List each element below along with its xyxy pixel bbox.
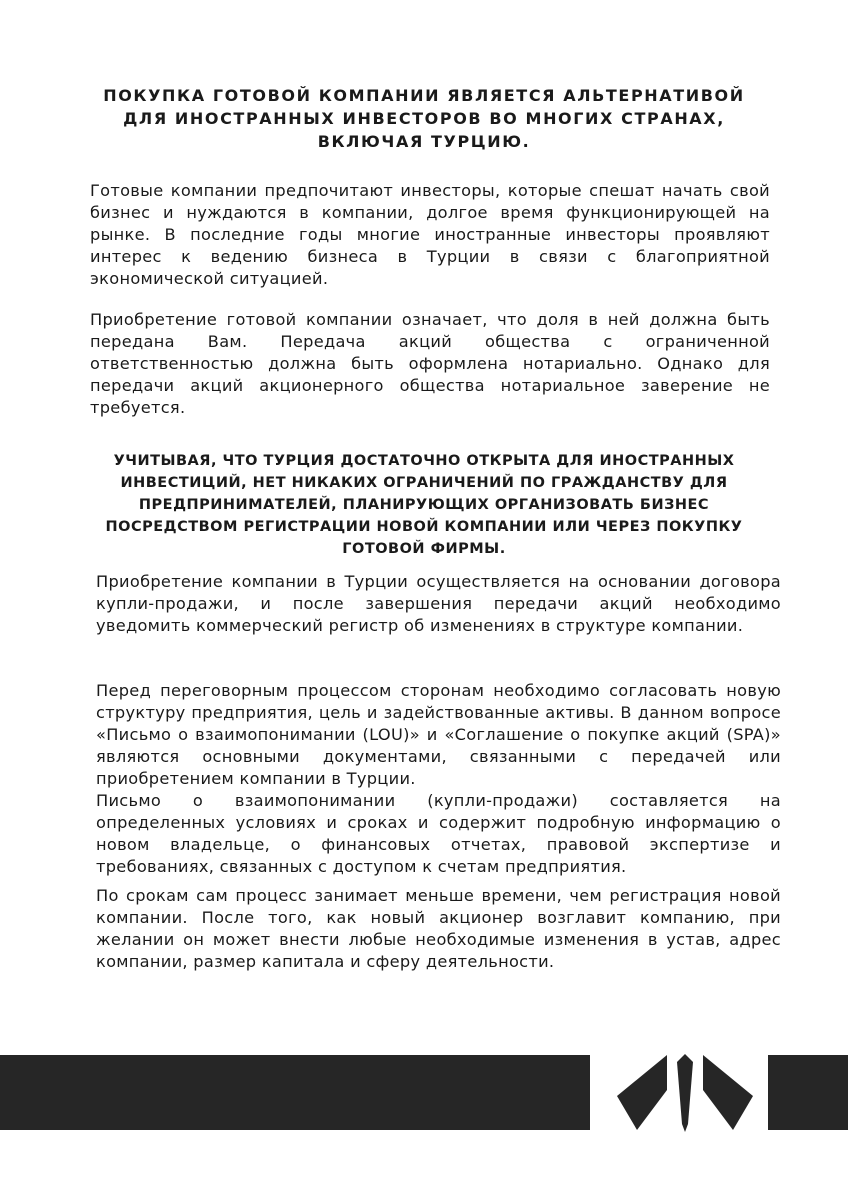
paragraph-timing: По срокам сам процесс занимает меньше времени, чем регистрация новой компании. После того, как новый акционер возглавит компанию, при желании он может внести любые необходимые изменения в устав, адрес компании, размер капитала и сферу деятельности. xyxy=(96,886,781,971)
paragraph-purchase-contract: Приобретение компании в Турции осуществляется на основании договора купли-продажи, и после завершения передачи акций необходимо уведомить коммерческий регистр об изменениях в структуре компании. xyxy=(96,572,781,635)
footer-bar xyxy=(0,1055,590,1130)
page-title: ПОКУПКА ГОТОВОЙ КОМПАНИИ ЯВЛЯЕТСЯ АЛЬТЕРНАТИВОЙ ДЛЯ ИНОСТРАННЫХ ИНВЕСТОРОВ ВО МНОГИХ СТРАНАХ, ВКЛЮЧАЯ ТУРЦИЮ. xyxy=(103,86,745,151)
arrow-logo-icon xyxy=(615,1052,755,1134)
paragraph-lou-details: Письмо о взаимопонимании (купли-продажи) составляется на определенных условиях и сроках и содержит подробную информацию о новом владельце, о финансовых отчетах, правовой экспертизе и требованиях, связанных с доступом к счетам предприятия. xyxy=(96,791,781,876)
section-heading: УЧИТЫВАЯ, ЧТО ТУРЦИЯ ДОСТАТОЧНО ОТКРЫТА ДЛЯ ИНОСТРАННЫХ ИНВЕСТИЦИЙ, НЕТ НИКАКИХ ОГРАНИЧЕНИЙ ПО ГРАЖДАНСТВУ ДЛЯ ПРЕДПРИНИМАТЕЛЕЙ, ПЛАНИРУЮЩИХ ОРГАНИЗОВАТЬ БИЗНЕС ПОСРЕДСТВОМ РЕГИСТРАЦИИ НОВОЙ КОМПАНИИ ИЛИ ЧЕРЕЗ ПОКУПКУ ГОТОВОЙ ФИРМЫ. xyxy=(105,453,743,557)
paragraph-share-transfer: Приобретение готовой компании означает, что доля в ней должна быть передана Вам. Передача акций общества с ограниченной ответственностью должна быть оформлена нотариально. Однако для передачи акций акционерного общества нотариальное заверение не требуется. xyxy=(90,310,770,417)
paragraph-negotiation: Перед переговорным процессом сторонам необходимо согласовать новую структуру предприятия, цель и задействованные активы. В данном вопросе «Письмо о взаимопонимании (LOU)» и «Соглашение о покупке акций (SPA)» являются основными документами, связанными с передачей или приобретением компании в Турции. xyxy=(96,681,781,788)
footer-block xyxy=(768,1055,848,1130)
paragraph-negotiation-group xyxy=(96,680,781,878)
paragraph-intro: Готовые компании предпочитают инвесторы, которые спешат начать свой бизнес и нуждаются в компании, долгое время функционирующей на рынке. В последние годы многие иностранные инвесторы проявляют интерес к ведению бизнеса в Турции в связи с благоприятной экономической ситуацией. xyxy=(90,181,770,288)
